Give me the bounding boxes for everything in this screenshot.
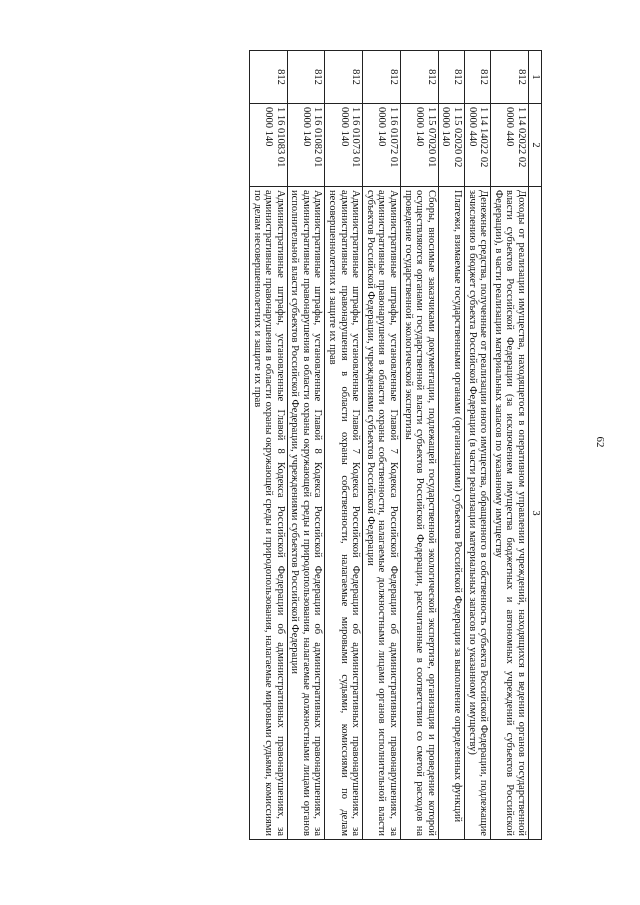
rotated-page-content <box>52 50 542 840</box>
revenue-name-cell: Платежи, взимаемые государственными органами (организациями) субъектов Российской Федерации за выполнение определенных функций <box>438 187 464 840</box>
table-row <box>491 51 529 840</box>
budget-code-cell: 1 14 14022 02 0000 440 <box>465 104 491 187</box>
admin-code-cell: 812 <box>438 51 464 104</box>
revenue-name-cell: Административные штрафы, установленные Главой 7 Кодекса Российской Федерации об административных правонарушениях, за административные правонарушения в области охраны собственности, налагаемые мировыми судьями, комиссиями по делам несовершеннолетних и защите их прав <box>325 187 363 840</box>
budget-code-cell: 1 16 01072 01 0000 140 <box>363 104 401 187</box>
table-row <box>363 51 401 840</box>
table-row <box>287 51 325 840</box>
column-header-1: 1 <box>529 51 542 104</box>
revenue-name-cell: Административные штрафы, установленные Главой 8 Кодекса Российской Федерации об административных правонарушениях, за административные правонарушения в области охраны окружающей среды и природопользования, налагаемые должностными лицами органов исполнительной власти субъектов Российской Федерации, учреждениями субъектов Российской Федерации <box>287 187 325 840</box>
budget-code-cell: 1 15 02020 02 0000 140 <box>438 104 464 187</box>
budget-code-cell: 1 16 01083 01 0000 140 <box>249 104 287 187</box>
revenue-name-cell: Административные штрафы, установленные Главой 8 Кодекса Российской Федерации об административных правонарушениях, за административные правонарушения в области охраны окружающей среды и природопользования, налагаемые мировыми судьями, комиссиями по делам несовершеннолетних и защите их прав <box>249 187 287 840</box>
budget-code-cell: 1 14 02022 02 0000 440 <box>491 104 529 187</box>
revenue-name-cell: Доходы от реализации имущества, находящегося в оперативном управлении учреждений, находящихся в ведении органов государственной власти субъектов Российской Федерации (за исключением имущества бюджетных и автономных учреждений субъектов Российской Федерации), в части реализации материальных запасов по указанному имуществу <box>491 187 529 840</box>
table-row <box>401 51 439 840</box>
admin-code-cell: 812 <box>491 51 529 104</box>
revenue-name-cell: Административные штрафы, установленные Главой 7 Кодекса Российской Федерации об административных правонарушениях, за административные правонарушения в области охраны собственности, налагаемые должностными лицами органов исполнительной власти субъектов Российской Федерации, учреждениями субъектов Российской Федерации <box>363 187 401 840</box>
admin-code-cell: 812 <box>363 51 401 104</box>
admin-code-cell: 812 <box>287 51 325 104</box>
revenue-name-cell: Денежные средства, полученные от реализации иного имущества, обращенного в собственность субъекта Российской Федерации, подлежащие зачислению в бюджет субъекта Российской Федерации (в части реализации материальных запасов по указанному имуществу) <box>465 187 491 840</box>
table-row <box>249 51 287 840</box>
budget-code-cell: 1 15 07020 01 0000 140 <box>401 104 439 187</box>
revenue-name-cell: Сборы, вносимые заказчиками документации, подлежащей государственной экологической экспертизе, организация и проведение которой осуществляются органами государственной власти субъектов Российской Федерации, рассчитанные в соответствии со сметой расходов на проведение государственной экологической экспертизы <box>401 187 439 840</box>
table-row <box>438 51 464 840</box>
page-number: 62 <box>594 436 606 448</box>
admin-code-cell: 812 <box>325 51 363 104</box>
table-row <box>465 51 491 840</box>
budget-code-cell: 1 16 01073 01 0000 140 <box>325 104 363 187</box>
table-header-row <box>529 51 542 840</box>
column-header-3: 3 <box>529 187 542 840</box>
revenue-codes-table <box>249 50 542 840</box>
table-row <box>325 51 363 840</box>
admin-code-cell: 812 <box>465 51 491 104</box>
admin-code-cell: 812 <box>401 51 439 104</box>
budget-code-cell: 1 16 01082 01 0000 140 <box>287 104 325 187</box>
admin-code-cell: 812 <box>249 51 287 104</box>
column-header-2: 2 <box>529 104 542 187</box>
